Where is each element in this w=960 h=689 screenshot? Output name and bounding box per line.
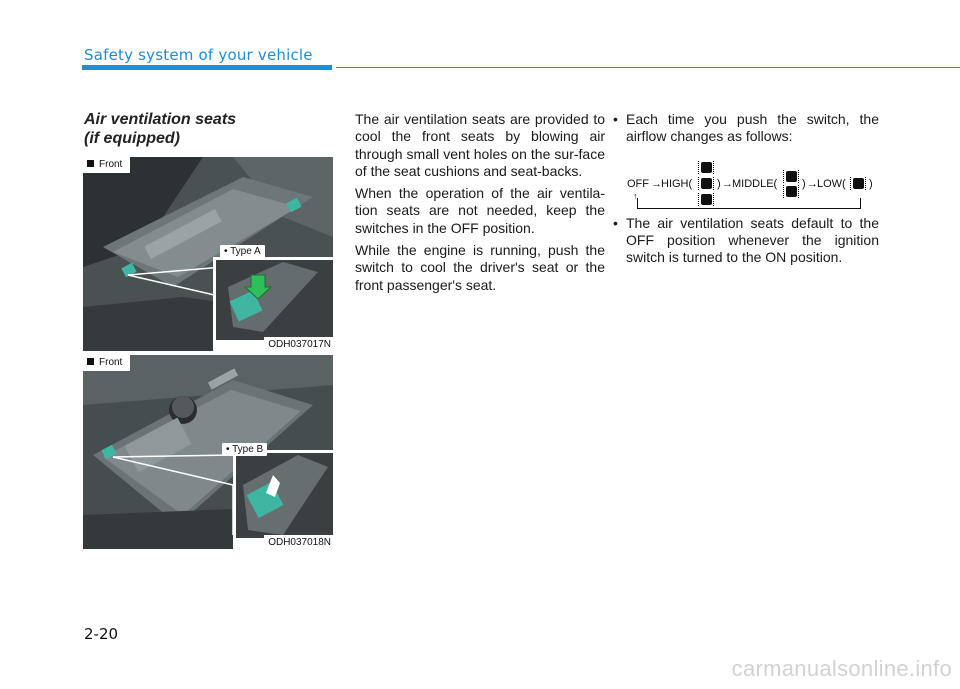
- figure-code-b: ODH037018N: [264, 535, 333, 549]
- figure-code-a: ODH037017N: [264, 337, 333, 351]
- figure-type-b: [83, 355, 333, 549]
- flow-close-middle: ): [802, 178, 806, 190]
- seat-vent-icon-middle-2: [786, 186, 797, 197]
- figure-type-a: [83, 157, 333, 351]
- bullet-text-1: Each time you push the switch, the airflow changes as follows:: [626, 111, 879, 145]
- body-paragraph-1: The air ventilation seats are provided to cool the front seats by blowing air through small vent holes on the sur-face of the seat cushions and seat-backs.: [355, 111, 605, 179]
- flow-off: OFF: [627, 178, 649, 190]
- figure-label-b: [83, 355, 130, 371]
- page-number: 2-20: [84, 625, 119, 643]
- page-heading: [84, 110, 324, 148]
- return-loop-line: [637, 198, 861, 209]
- type-b-label: • Type B: [222, 443, 267, 456]
- seat-vent-icon-high-1: [701, 162, 712, 173]
- body-paragraph-2: When the operation of the air ventila-tion seats are not needed, keep the switches in the OFF position.: [355, 185, 605, 236]
- seat-vent-icon-low: [853, 178, 864, 189]
- bullet-item-2: [613, 215, 879, 267]
- figure-label-text-b: Front: [99, 357, 123, 368]
- seat-vent-icon-middle-1: [786, 171, 797, 182]
- body-column: [355, 111, 605, 299]
- type-a-label: • Type A: [220, 245, 265, 258]
- flow-low: LOW(: [817, 178, 846, 190]
- figure-label-text-a: Front: [99, 159, 123, 170]
- seat-vent-icon-high-2: [701, 178, 712, 189]
- flow-arrow: →: [807, 178, 818, 190]
- figure-label-a: [83, 157, 130, 173]
- console-illustration-a: [83, 157, 333, 351]
- bullet-dot: •: [613, 214, 618, 231]
- watermark: carmanualsonline.info: [731, 656, 952, 681]
- flow-high: HIGH(: [661, 178, 693, 190]
- square-bullet-icon: [87, 358, 94, 365]
- flow-middle: MIDDLE(: [732, 178, 778, 190]
- flow-arrow: →: [722, 178, 733, 190]
- flow-arrow: →: [651, 178, 662, 190]
- header-rule-thick: [82, 65, 332, 70]
- bullet-dot: •: [613, 111, 618, 127]
- airflow-sequence-diagram: [627, 158, 892, 214]
- section-title: Safety system of your vehicle: [84, 46, 313, 64]
- heading-line-2: (if equipped): [84, 130, 180, 147]
- header-rule-thin: [336, 67, 960, 68]
- bullet-text-2: The air ventilation seats default to the OFF position whenever the ignition switch is turned to the ON position.: [626, 214, 879, 266]
- square-bullet-icon: [87, 160, 94, 167]
- arrow-up-icon: ↑: [633, 191, 638, 201]
- console-illustration-b: [83, 355, 333, 549]
- flow-close-high: ): [717, 178, 721, 190]
- heading-line-1: Air ventilation seats: [84, 111, 237, 128]
- bullet-item-1: [613, 111, 879, 146]
- body-paragraph-3: While the engine is running, push the switch to cool the driver's seat or the front passenger's seat.: [355, 242, 605, 293]
- flow-close-low: ): [869, 178, 873, 190]
